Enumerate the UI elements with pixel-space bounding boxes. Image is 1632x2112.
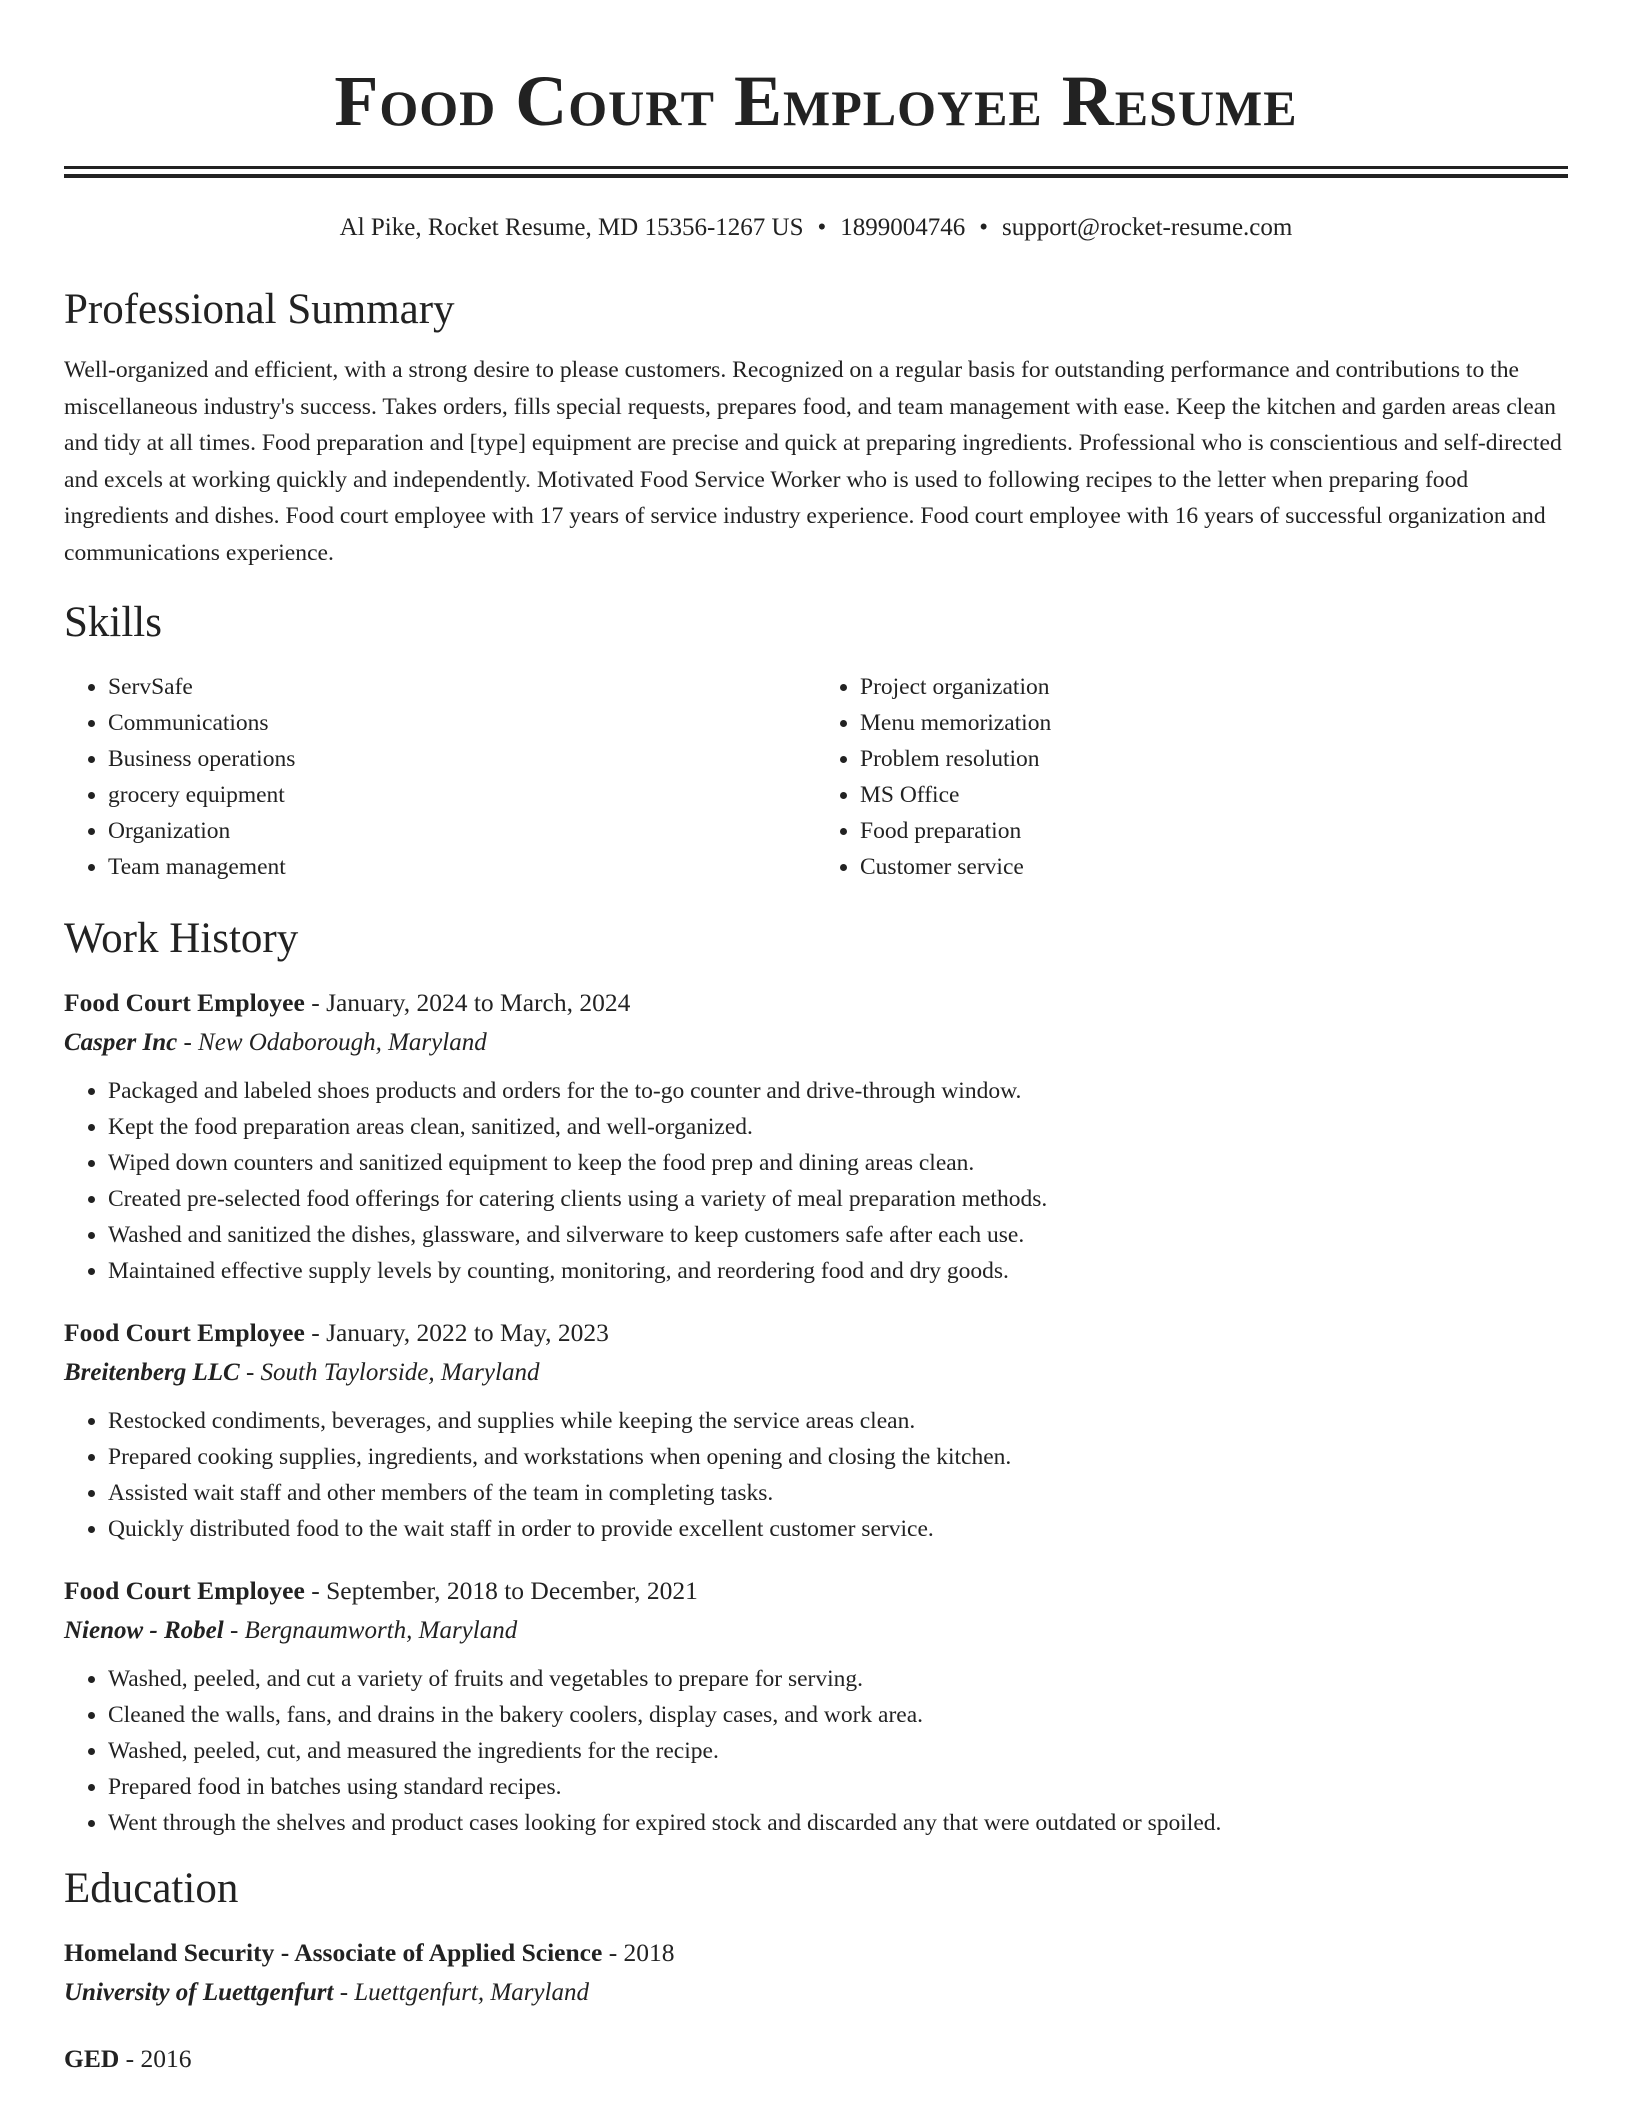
job-duty: • Kept the food preparation areas clean, sanitized, and well-organized.	[108, 1109, 1568, 1145]
title-divider	[64, 166, 1568, 178]
job-title: Food Court Employee	[64, 1576, 305, 1605]
job-title-line	[64, 1313, 1568, 1353]
job-duty: • Created pre-selected food offerings for catering clients using a variety of meal preparation methods.	[108, 1181, 1568, 1217]
contact-address: Al Pike, Rocket Resume, MD 15356-1267 US	[339, 214, 804, 241]
education-year: - 2016	[119, 2044, 192, 2073]
education-degree: GED	[64, 2044, 120, 2073]
skill-item: • grocery equipment	[108, 777, 816, 813]
education-entry	[64, 1933, 1568, 2013]
skills-column-right	[816, 669, 1568, 885]
job-entry	[64, 983, 1568, 1289]
job-entry	[64, 1571, 1568, 1841]
summary-text: Well-organized and efficient, with a strong desire to please customers. Recognized on a regular basis for outstanding performance and contributions to the miscellaneous industry's success. Takes orders, fills special requests, prepares food, and team management with ease. Keep the kitchen and garden areas clean and tidy at all times. Food preparation and [type] equipment are precise and quick at preparing ingredients. Professional who is conscientious and self-directed and excels at working quickly and independently. Motivated Food Service Worker who is used to following recipes to the letter when preparing food ingredients and dishes. Food court employee with 17 years of service industry experience. Food court employee with 16 years of successful organization and communications experience.	[64, 357, 1562, 566]
job-entry	[64, 1313, 1568, 1547]
skill-item: • Project organization	[860, 669, 1568, 705]
job-duty: • Washed, peeled, and cut a variety of fruits and vegetables to prepare for serving.	[108, 1661, 1568, 1697]
job-duty: • Prepared food in batches using standard recipes.	[108, 1769, 1568, 1805]
job-duties	[64, 1073, 1568, 1289]
job-duty: • Quickly distributed food to the wait staff in order to provide excellent customer service.	[108, 1511, 1568, 1547]
job-duties	[64, 1661, 1568, 1841]
skills-list	[64, 669, 1568, 885]
education-school: University of Luettgenfurt	[64, 1979, 334, 2006]
job-location: - Bergnaumworth, Maryland	[223, 1617, 518, 1644]
job-title: Food Court Employee	[64, 1318, 305, 1347]
job-duty: • Prepared cooking supplies, ingredients, and workstations when opening and closing the kitchen.	[108, 1439, 1568, 1475]
job-duty: • Assisted wait staff and other members of the team in completing tasks.	[108, 1475, 1568, 1511]
contact-separator: •	[817, 214, 827, 241]
skill-item: • Business operations	[108, 741, 816, 777]
skills-column-left	[64, 669, 816, 885]
job-dates: - January, 2022 to May, 2023	[304, 1318, 609, 1347]
skill-item: • Customer service	[860, 849, 1568, 885]
summary-heading: Professional Summary	[64, 286, 455, 333]
job-company: Nienow - Robel	[64, 1617, 224, 1644]
job-title: Food Court Employee	[64, 988, 305, 1017]
skill-item: • Food preparation	[860, 813, 1568, 849]
skill-item: • Menu memorization	[860, 705, 1568, 741]
education-heading: Education	[64, 1865, 239, 1912]
job-company-line	[64, 1611, 1568, 1651]
education-degree-line	[64, 1933, 1568, 1973]
resume-page	[64, 0, 1568, 2079]
contact-separator: •	[979, 214, 989, 241]
job-dates: - January, 2024 to March, 2024	[304, 988, 631, 1017]
education-degree: Homeland Security - Associate of Applied Science	[64, 1938, 603, 1967]
job-duties	[64, 1403, 1568, 1547]
job-duty: • Restocked condiments, beverages, and supplies while keeping the service areas clean.	[108, 1403, 1568, 1439]
education-year: - 2018	[602, 1938, 675, 1967]
contact-email: support@rocket-resume.com	[1002, 214, 1293, 241]
job-company-line	[64, 1023, 1568, 1063]
job-location: - South Taylorside, Maryland	[239, 1359, 540, 1386]
contact-phone: 1899004746	[840, 214, 966, 241]
job-duty: • Maintained effective supply levels by counting, monitoring, and reordering food and dry goods.	[108, 1253, 1568, 1289]
education-school-line	[64, 1973, 1568, 2013]
job-duty: • Cleaned the walls, fans, and drains in the bakery coolers, display cases, and work area.	[108, 1697, 1568, 1733]
job-title-line	[64, 1571, 1568, 1611]
job-company: Casper Inc	[64, 1029, 178, 1056]
job-duty: • Washed and sanitized the dishes, glassware, and silverware to keep customers safe after each use.	[108, 1217, 1568, 1253]
job-duty: • Washed, peeled, cut, and measured the ingredients for the recipe.	[108, 1733, 1568, 1769]
job-title-line	[64, 983, 1568, 1023]
work-history-heading: Work History	[64, 915, 299, 962]
skill-item: • Communications	[108, 705, 816, 741]
resume-title: Food Court Employee Resume	[334, 61, 1298, 141]
skill-item: • Organization	[108, 813, 816, 849]
contact-line	[64, 212, 1568, 244]
job-duty: • Went through the shelves and product cases looking for expired stock and discarded any that were outdated or spoiled.	[108, 1805, 1568, 1841]
job-company: Breitenberg LLC	[64, 1359, 240, 1386]
skills-heading: Skills	[64, 599, 162, 646]
education-entry	[64, 2039, 1568, 2079]
education-degree-line	[64, 2039, 1568, 2079]
skill-item: • Team management	[108, 849, 816, 885]
skill-item: • Problem resolution	[860, 741, 1568, 777]
job-duty: • Packaged and labeled shoes products and orders for the to-go counter and drive-through window.	[108, 1073, 1568, 1109]
education-location: - Luettgenfurt, Maryland	[333, 1979, 589, 2006]
skill-item: • ServSafe	[108, 669, 816, 705]
job-location: - New Odaborough, Maryland	[177, 1029, 487, 1056]
skill-item: • MS Office	[860, 777, 1568, 813]
job-dates: - September, 2018 to December, 2021	[304, 1576, 698, 1605]
job-duty: • Wiped down counters and sanitized equipment to keep the food prep and dining areas clean.	[108, 1145, 1568, 1181]
job-company-line	[64, 1353, 1568, 1393]
